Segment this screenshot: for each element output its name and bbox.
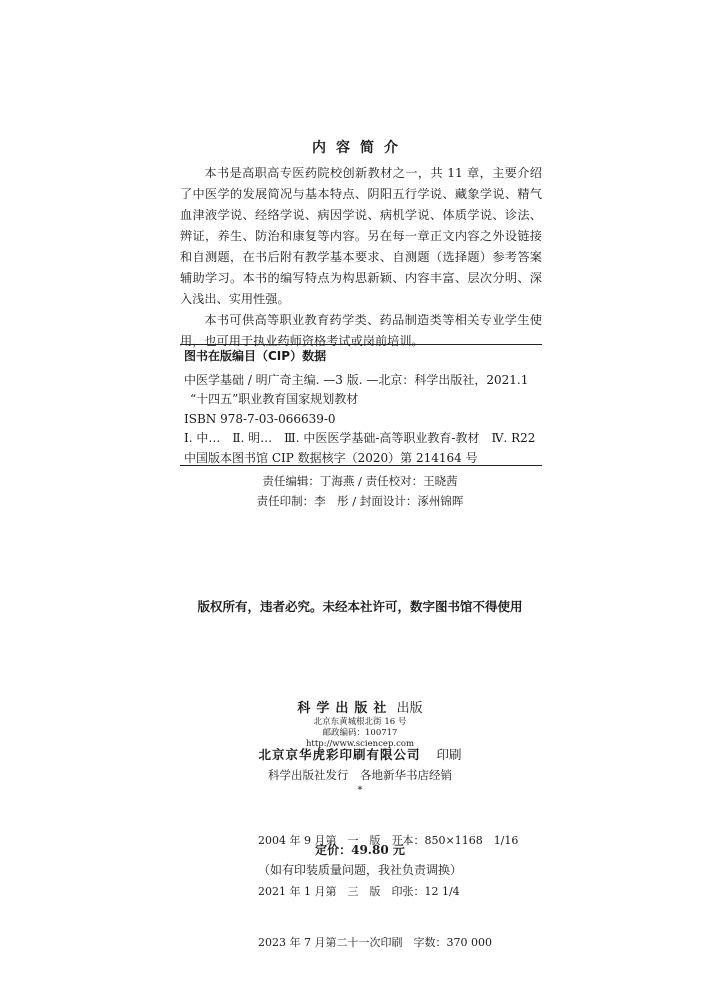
cip-top-rule <box>180 344 542 345</box>
intro-paragraph: 本书可供高等职业教育药学类、药品制造类等相关专业学生使用，也可用于执业药师资格考试或岗前培训。 <box>180 313 542 348</box>
intro-paragraph: 本书是高职高专医药院校创新教材之一，共 11 章，主要介绍了中医学的发展简况与基本特点、阴阳五行学说、藏象学说、精气血津液学说、经络学说、病因学说、病机学说、体质学说、诊法、辨证，养生、防治和康复等内容。另在每一章正文内容之外设链接和自测题，在书后附有教学基本要求、自测题（选择题）参考答案辅助学习。本书的编写特点为构思新颖、内容丰富、层次分明、深入浅出、实用性强。 <box>180 166 542 306</box>
cip-line: ISBN 978-7-03-066639-0 <box>184 411 336 426</box>
cip-line: 中医学基础 / 明广奇主编. —3 版. —北京：科学出版社，2021.1 <box>184 372 529 387</box>
copyright-notice: 版权所有，违者必究。未经本社许可，数字图书馆不得使用 <box>197 599 523 614</box>
edition-line: 2023 年 7 月第二十一次印刷 字数：370 000 <box>258 936 492 949</box>
cip-line: 中国版本图书馆 CIP 数据核字（2020）第 214164 号 <box>184 450 478 465</box>
intro-body <box>180 163 542 352</box>
publisher-name: 科学出版社 <box>297 701 393 716</box>
intro-title: 内容简介 <box>312 140 408 156</box>
publisher-address: 北京东黄城根北街 16 号 <box>313 717 407 727</box>
edition-line: 2021 年 1 月第 三 版 印张：12 1/4 <box>258 885 460 898</box>
separator-star: * <box>357 785 363 796</box>
responsible-printing: 责任印制：李 彤 / 封面设计：涿州锦晖 <box>256 494 464 508</box>
publisher-line <box>0 697 720 716</box>
responsible-editors: 责任编辑：丁海燕 / 责任校对：王晓茜 <box>262 474 458 488</box>
cip-line: Ⅰ. 中… Ⅱ. 明… Ⅲ. 中医医学基础-高等职业教育-教材 Ⅳ. R22 <box>184 431 536 445</box>
cip-line: “十四五”职业教育国家规划教材 <box>190 392 359 406</box>
cip-heading: 图书在版编目（CIP）数据 <box>184 349 327 363</box>
price-note: （如有印装质量问题，我社负责调换） <box>257 863 462 877</box>
cip-block <box>184 347 540 468</box>
cip-bottom-rule <box>180 465 542 466</box>
price: 定价：49.80 元 <box>315 843 405 857</box>
edition-info <box>258 798 518 968</box>
printer-suffix: 印刷 <box>436 747 462 762</box>
printer-name: 北京京华虎彩印刷有限公司 <box>258 747 421 762</box>
publisher-url: http://www.sciencep.com <box>305 739 415 749</box>
distribution-line: 科学出版社发行 各地新华书店经销 <box>268 768 452 782</box>
publisher-suffix: 出版 <box>396 701 423 716</box>
edition-line: 2004 年 9 月第 一 版 开本：850×1168 1/16 <box>258 834 519 847</box>
publisher-postcode: 邮政编码：100717 <box>322 728 398 738</box>
printer-line <box>0 745 720 763</box>
